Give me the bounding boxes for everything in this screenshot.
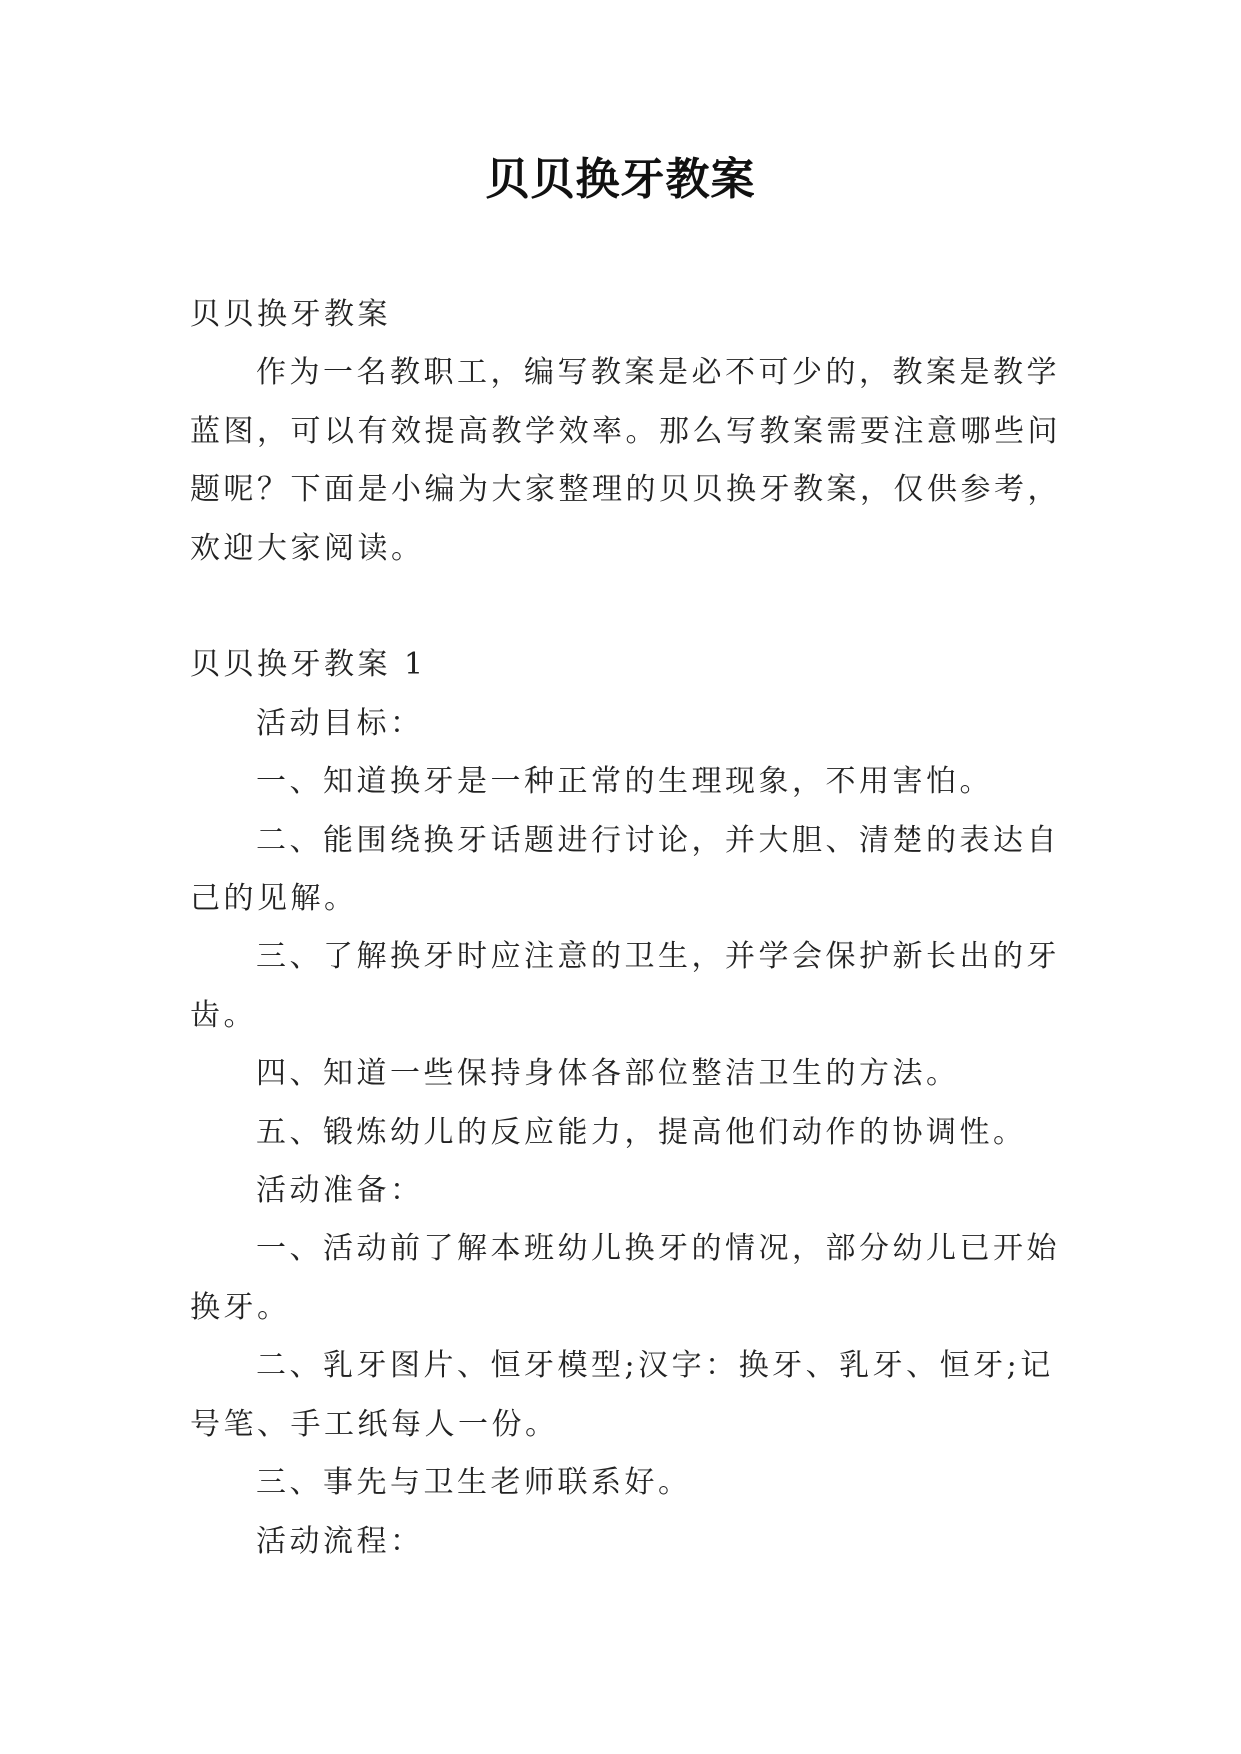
flow-label: 活动流程：	[256, 1523, 424, 1559]
paragraph-gap	[190, 578, 1070, 636]
goal-item-3-line-2: 齿。	[190, 997, 257, 1033]
goal-item-3-line-1: 三、了解换牙时应注意的卫生，并学会保护新长出的牙	[256, 939, 1060, 975]
goal-item-4: 四、知道一些保持身体各部位整洁卫生的方法。	[256, 1056, 960, 1092]
goal-item-5: 五、锻炼幼儿的反应能力，提高他们动作的协调性。	[256, 1114, 1027, 1150]
prep-label: 活动准备：	[256, 1173, 424, 1209]
document-title: 贝贝换牙教案	[485, 154, 756, 205]
goals-label: 活动目标：	[256, 705, 424, 741]
goal-item-1: 一、知道换牙是一种正常的生理现象，不用害怕。	[256, 764, 993, 800]
prep-item-3: 三、事先与卫生老师联系好。	[256, 1465, 692, 1501]
prep-item-1-line-1: 一、活动前了解本班幼儿换牙的情况，部分幼儿已开始	[256, 1231, 1060, 1267]
intro-paragraph-line-3: 题呢？下面是小编为大家整理的贝贝换牙教案，仅供参考，	[190, 472, 1061, 508]
document-body	[190, 286, 1070, 1571]
prep-item-1-line-2: 换牙。	[190, 1289, 291, 1325]
intro-paragraph-line-1: 作为一名教职工，编写教案是必不可少的，教案是教学	[256, 355, 1060, 391]
section-heading: 贝贝换牙教案 1	[190, 647, 427, 683]
intro-paragraph-line-2: 蓝图，可以有效提高教学效率。那么写教案需要注意哪些问	[190, 413, 1061, 449]
goal-item-2-line-2: 己的见解。	[190, 881, 358, 917]
prep-item-2-line-1: 二、乳牙图片、恒牙模型;汉字：换牙、乳牙、恒牙;记	[256, 1348, 1054, 1384]
goal-item-2-line-1: 二、能围绕换牙话题进行讨论，并大胆、清楚的表达自	[256, 822, 1060, 858]
prep-item-2-line-2: 号笔、手工纸每人一份。	[190, 1406, 559, 1442]
intro-heading: 贝贝换牙教案	[190, 297, 391, 332]
intro-paragraph-line-4: 欢迎大家阅读。	[190, 530, 425, 566]
